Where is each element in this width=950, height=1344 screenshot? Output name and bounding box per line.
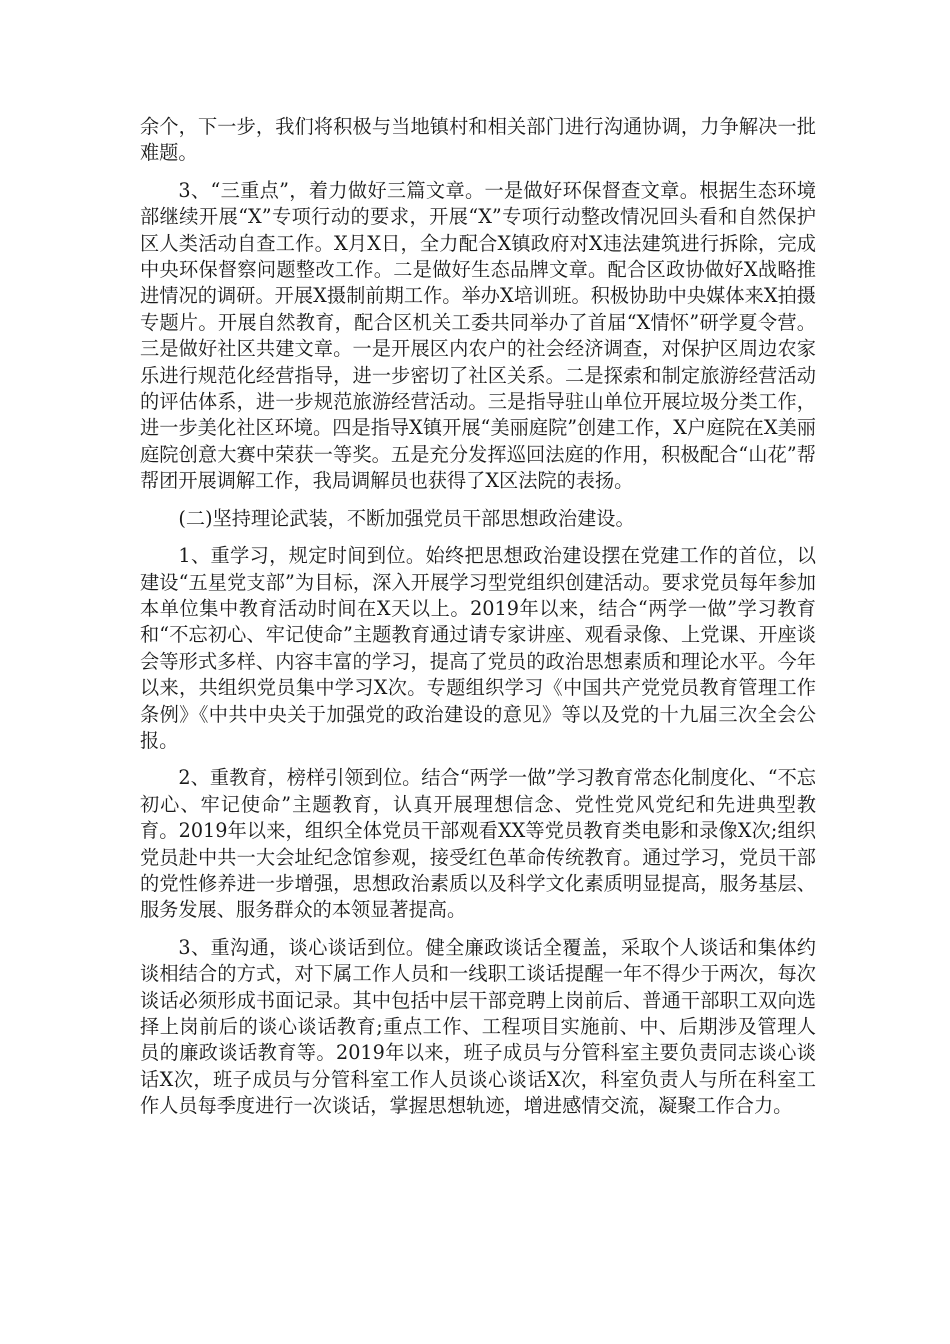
paragraph-three-focus: 3、“三重点”，着力做好三篇文章。一是做好环保督查文章。根据生态环境部继续开展“X”专项行动的要求，开展“X”专项行动整改情况回头看和自然保护区人类活动自查工作。X月X日，全力配合X镇政府对X违法建筑进行拆除，完成中央环保督察问题整改工作。二是做好生态品牌文章。配合区政协做好X战略推进情况的调研。开展X摄制前期工作。举办X培训班。积极协助中央媒体来X拍摄专题片。开展自然教育，配合区机关工委共同举办了首届“X情怀”研学夏令营。三是做好社区共建文章。一是开展区内农户的社会经济调查，对保护区周边农家乐进行规范化经营指导，进一步密切了社区关系。二是探索和制定旅游经营活动的评估体系，进一步规范旅游经营活动。三是指导驻山单位开展垃圾分类工作，进一步美化社区环境。四是指导X镇开展“美丽庭院”创建工作，X户庭院在X美丽庭院创意大赛中荣获一等奖。五是充分发挥巡回法庭的作用，积极配合“山花”帮帮团开展调解工作，我局调解员也获得了X区法院的表扬。 xyxy=(140,178,816,493)
paragraph-communication: 3、重沟通，谈心谈话到位。健全廉政谈话全覆盖，采取个人谈话和集体约谈相结合的方式，对下属工作人员和一线职工谈话提醒一年不得少于两次，每次谈话必须形成书面记录。其中包括中层干部竞聘上岗前后、普通干部职工双向选择上岗前后的谈心谈话教育;重点工作、工程项目实施前、中、后期涉及管理人员的廉政谈话教育等。2019年以来，班子成员与分管科室主要负责同志谈心谈话X次，班子成员与分管科室工作人员谈心谈话X次，科室负责人与所在科室工作人员每季度进行一次谈话，掌握思想轨迹，增进感情交流，凝聚工作合力。 xyxy=(140,935,816,1118)
section-heading-theory: (二)坚持理论武装，不断加强党员干部思想政治建设。 xyxy=(178,506,635,530)
document-page xyxy=(140,114,816,1129)
paragraph-education: 2、重教育，榜样引领到位。结合“两学一做”学习教育常态化制度化、“不忘初心、牢记使命”主题教育，认真开展理想信念、党性党风党纪和先进典型教育。2019年以来，组织全体党员干部观看XX等党员教育类电影和录像X次;组织党员赴中共一大会址纪念馆参观，接受红色革命传统教育。通过学习，党员干部的党性修养进一步增强，思想政治素质以及科学文化素质明显提高，服务基层、服务发展、服务群众的本领显著提高。 xyxy=(140,766,816,922)
paragraph-study: 1、重学习，规定时间到位。始终把思想政治建设摆在党建工作的首位，以建设“五星党支部”为目标，深入开展学习型党组织创建活动。要求党员每年参加本单位集中教育活动时间在X天以上。2019年以来，结合“两学一做”学习教育和“不忘初心、牢记使命”主题教育通过请专家讲座、观看录像、上党课、开座谈会等形式多样、内容丰富的学习，提高了党员的政治思想素质和理论水平。今年以来，共组织党员集中学习X次。专题组织学习《中国共产党党员教育管理工作条例》《中共中央关于加强党的政治建设的意见》等以及党的十九届三次全会公报。 xyxy=(140,544,816,752)
paragraph-continuation: 余个，下一步，我们将积极与当地镇村和相关部门进行沟通协调，力争解决一批难题。 xyxy=(140,115,816,165)
